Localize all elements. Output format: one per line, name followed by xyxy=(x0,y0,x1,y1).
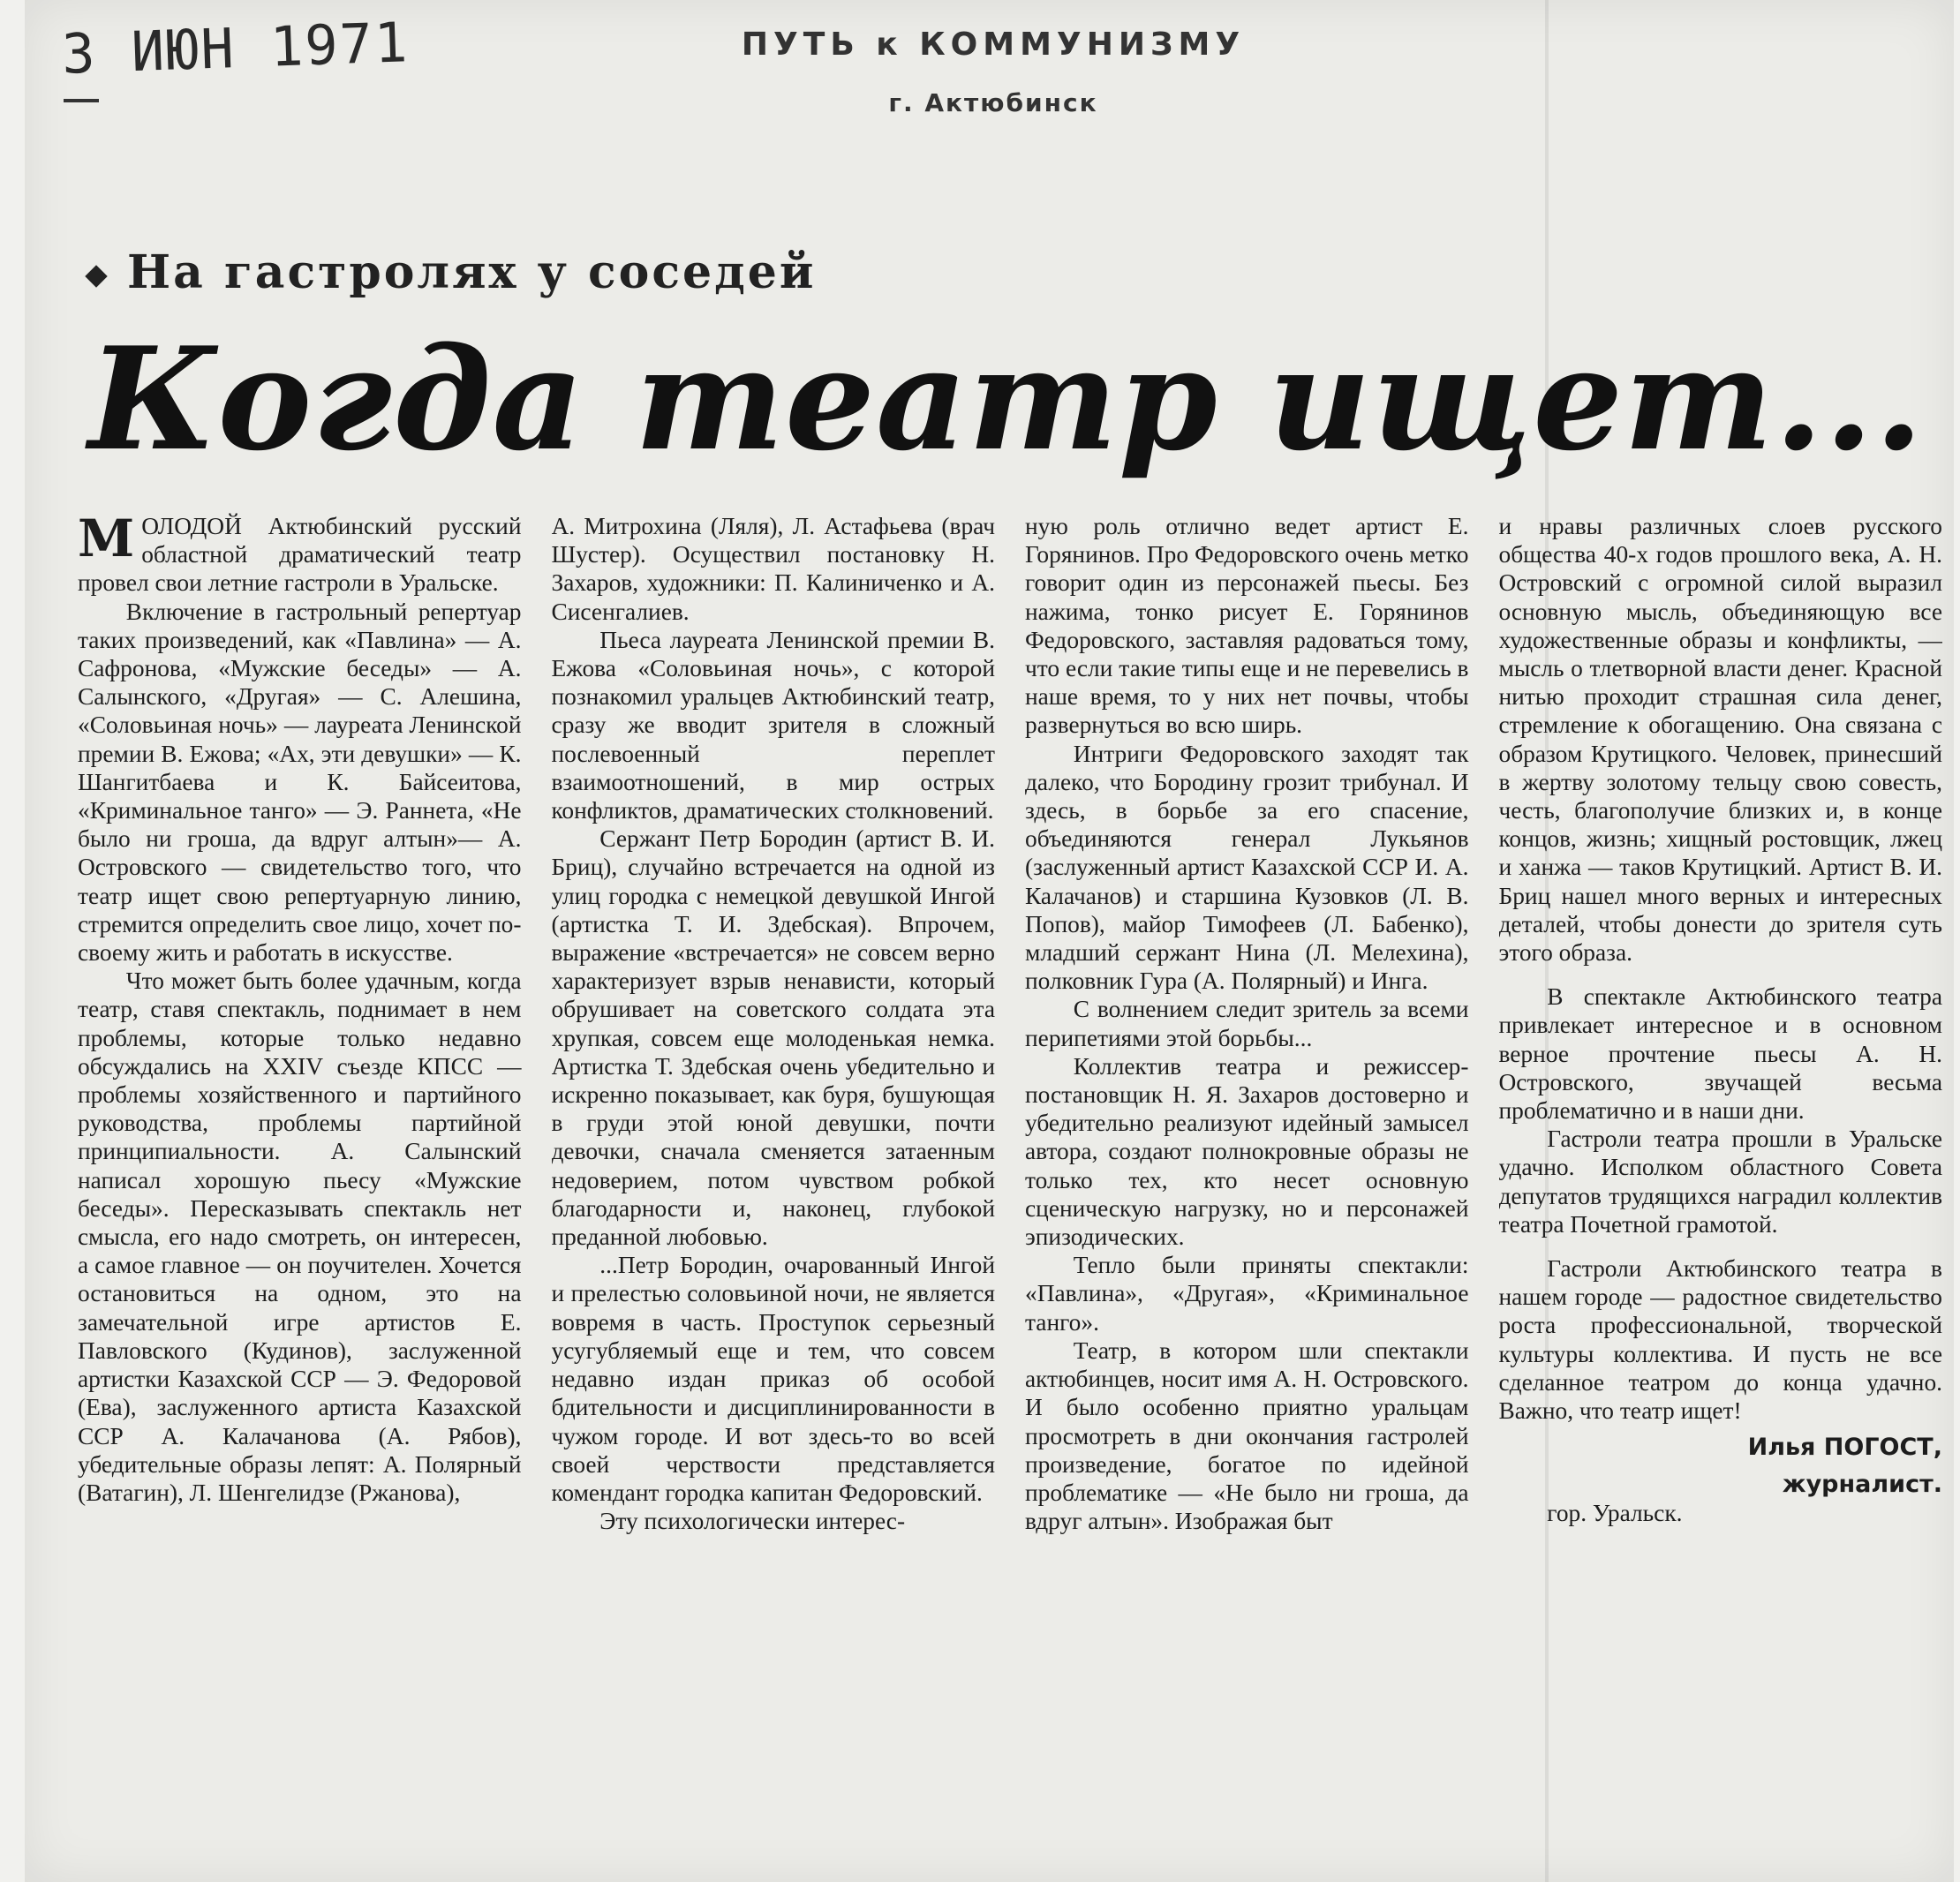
paragraph: ...Петр Бородин, очарованный Ингой и прелестью соловьиной ночи, не является вовремя в часть. Проступок серьезный усугубляемый еще и тем, что совсем недавно издан приказ об особой бдительности и дисциплинированности в чужом городе. И вот здесь-то во всей своей черствости представляется комендант городка капитан Федоровский. xyxy=(551,1252,995,1506)
rubric-text: На гастролях у соседей xyxy=(127,245,817,299)
author-name: Илья ПОГОСТ, xyxy=(1747,1434,1942,1462)
paragraph: Театр, в котором шли спектакли актюбинцев, носит имя А. Н. Островского. И было особенно приятно уральцам просмотреть в дни окончания гастролей произведение, богатое по идейной проблематике — «Не было ни гроша, да вдруг алтын». Изображая быт xyxy=(1025,1336,1469,1535)
newspaper-title: ПУТЬ к КОММУНИЗМУ xyxy=(741,26,1246,63)
diamond-bullet-icon xyxy=(85,265,107,287)
paragraph-gap xyxy=(1499,1238,1943,1254)
paragraph: В спектакле Актюбинского театра привлекает интересное и в основном верное прочтение пьесы А. Н. Островского, звучащей весьма проблематично и в наши дни. xyxy=(1498,983,1942,1125)
paragraph: Интриги Федоровского заходят так далеко, что Бородину грозит трибунал. И здесь, в борьбе за его спасение, объединяются генерал Лукьянов (заслуженный артист Казахской ССР И. А. Калачанов) и старшина Кузовков (Л. В. Попов), майор Тимофеев (Л. Бабенко), младший сержант Нина (Л. Мелехина), полковник Гура (А. Полярный) и Инга. xyxy=(1025,740,1469,995)
paragraph-gap xyxy=(1499,967,1943,982)
paragraph: Сержант Петр Бородин (артист В. И. Бриц), случайно встречается на одной из улиц городка с немецкой девушкой Ингой (артистка Т. И. Здебская). Впрочем, выражение «встречается» не совсем верно характеризует взрыв ненависти, который обрушивает на советского солдата эта хрупкая, совсем еще молоденькая немка. Артистка Т. Здебская очень убедительно и искренно показывает, как буря, бушующая в груди этой юной девушки, почти девочки, сначала сменяется затаенным недоверием, потом чувством робкой благодарности и, наконец, глубокой преданной любовью. xyxy=(551,825,995,1251)
newspaper-city: г. Актюбинск xyxy=(888,88,1098,117)
paragraph: Гастроли Актюбинского театра в нашем городе — радостное свидетельство роста профессиональной, творческой культуры коллектива. И пусть не все сделанное театром до конца удачно. Важно, что театр ищет! xyxy=(1498,1255,1942,1425)
paragraph: Что может быть более удачным, когда театр, ставя спектакль, поднимает в нем проблемы, которые только недавно обсуждались на XXIV съезде КПСС — проблемы хозяйственного и партийного руководства, проблемы партийной принципиальности. А. Салынский написал хорошую пьесу «Мужские беседы». Пересказывать спектакль нет смысла, его надо смотреть, он интересен, а самое главное — он поучителен. Хочется остановиться на одном, это на замечательной игре артистов Е. Павловского (Кудинов), заслуженной артистки Казахской ССР — Э. Федоровой (Ева), заслуженного артиста Казахской ССР А. Калачанова (А. Рябов), убедительные образы лепят: А. Полярный (Ватагин), Л. Шенгелидзе (Ржанова), xyxy=(78,967,522,1506)
column-1 xyxy=(78,512,522,1871)
paragraph xyxy=(78,512,522,598)
column-4 xyxy=(1499,512,1943,1871)
paragraph: Эту психологически интерес- xyxy=(599,1508,906,1535)
paragraph: Коллектив театра и режиссер-постановщик Н. Я. Захаров достоверно и убедительно реализуют идейный замысел автора, создают полнокровные образы не только тех, кто несет основную сценическую нагрузку, но и персонажей эпизодических. xyxy=(1025,1052,1469,1251)
paragraph: Пьеса лауреата Ленинской премии В. Ежова «Соловьиная ночь», с которой познакомил уральцев Актюбинский театр, сразу же вводит зрителя в сложный послевоенный переплет взаимоотношений, в мир острых конфликтов, драматических столкновений. xyxy=(551,626,995,824)
paragraph: Тепло были приняты спектакли: «Павлина», «Другая», «Криминальное танго». xyxy=(1025,1252,1469,1336)
paragraph: А. Митрохина (Ляля), Л. Астафьева (врач Шустер). Осуществил постановку Н. Захаров, художники: П. Калиниченко и А. Сисенгалиев. xyxy=(551,513,995,625)
stamped-date: 3 ИЮН 1971 xyxy=(60,10,411,87)
author-role: журналист. xyxy=(1782,1471,1942,1499)
column-2 xyxy=(552,512,996,1871)
paragraph: ную роль отлично ведет артист Е. Горянинов. Про Федоровского очень метко говорит один из персонажей пьесы. Без нажима, тонко рисует Е. Горянинов Федоровского, заставляя радоваться тому, что если такие типы еще и не перевелись в наше время, то у них нет почвы, чтобы развернуться во всю ширь. xyxy=(1025,513,1469,739)
paragraph-text: ОЛОДОЙ Актюбинский русский областной драматический театр провел свои летние гастроли в Уральске. xyxy=(78,513,522,597)
column-3 xyxy=(1025,512,1469,1871)
paragraph: Гастроли театра прошли в Уральске удачно. Исполком областного Совета депутатов трудящихся наградил коллектив театра Почетной грамотой. xyxy=(1498,1125,1942,1238)
paragraph: и нравы различных слоев русского общества 40-х годов прошлого века, А. Н. Островский с огромной силой выразил основную мысль, объединяющую все художественные образы и конфликты, — мысль о тлетворной власти денег. Красной нитью проходит страшная сила денег, стремление к обогащению. Она связана с образом Крутицкого. Человек, принесший в жертву золотому тельцу свою совесть, честь, благополучие близких и, в конце концов, жизнь; хищный ростовщик, лжец и ханжа — таков Крутицкий. Артист В. И. Бриц нашел много верных и интересных деталей, чтобы донести до зрителя суть этого образа. xyxy=(1498,513,1942,967)
rubric xyxy=(88,245,816,299)
date-underline xyxy=(64,99,99,102)
article-headline: Когда театр ищет... xyxy=(88,316,1925,482)
article-body xyxy=(78,512,1942,1871)
paragraph: Включение в гастрольный репертуар таких произведений, как «Павлина» — А. Сафронова, «Мужские беседы» — А. Салынского, «Другая» — С. Алешина, «Соловьиная ночь» — лауреата Ленинской премии В. Ежова; «Ах, эти девушки» — К. Шангитбаева и К. Байсеитова, «Криминальное танго» — Э. Раннета, «Не было ни гроша, да вдруг алтын»— А. Островского — свидетельство того, что театр ищет свою репертуарную линию, стремится определить свое лицо, хочет по-своему жить и работать в искусстве. xyxy=(78,598,522,967)
dateline-location: гор. Уральск. xyxy=(1547,1500,1683,1527)
drop-cap: М xyxy=(78,512,135,568)
paragraph: С волнением следит зритель за всеми перипетиями этой борьбы... xyxy=(1025,996,1469,1051)
